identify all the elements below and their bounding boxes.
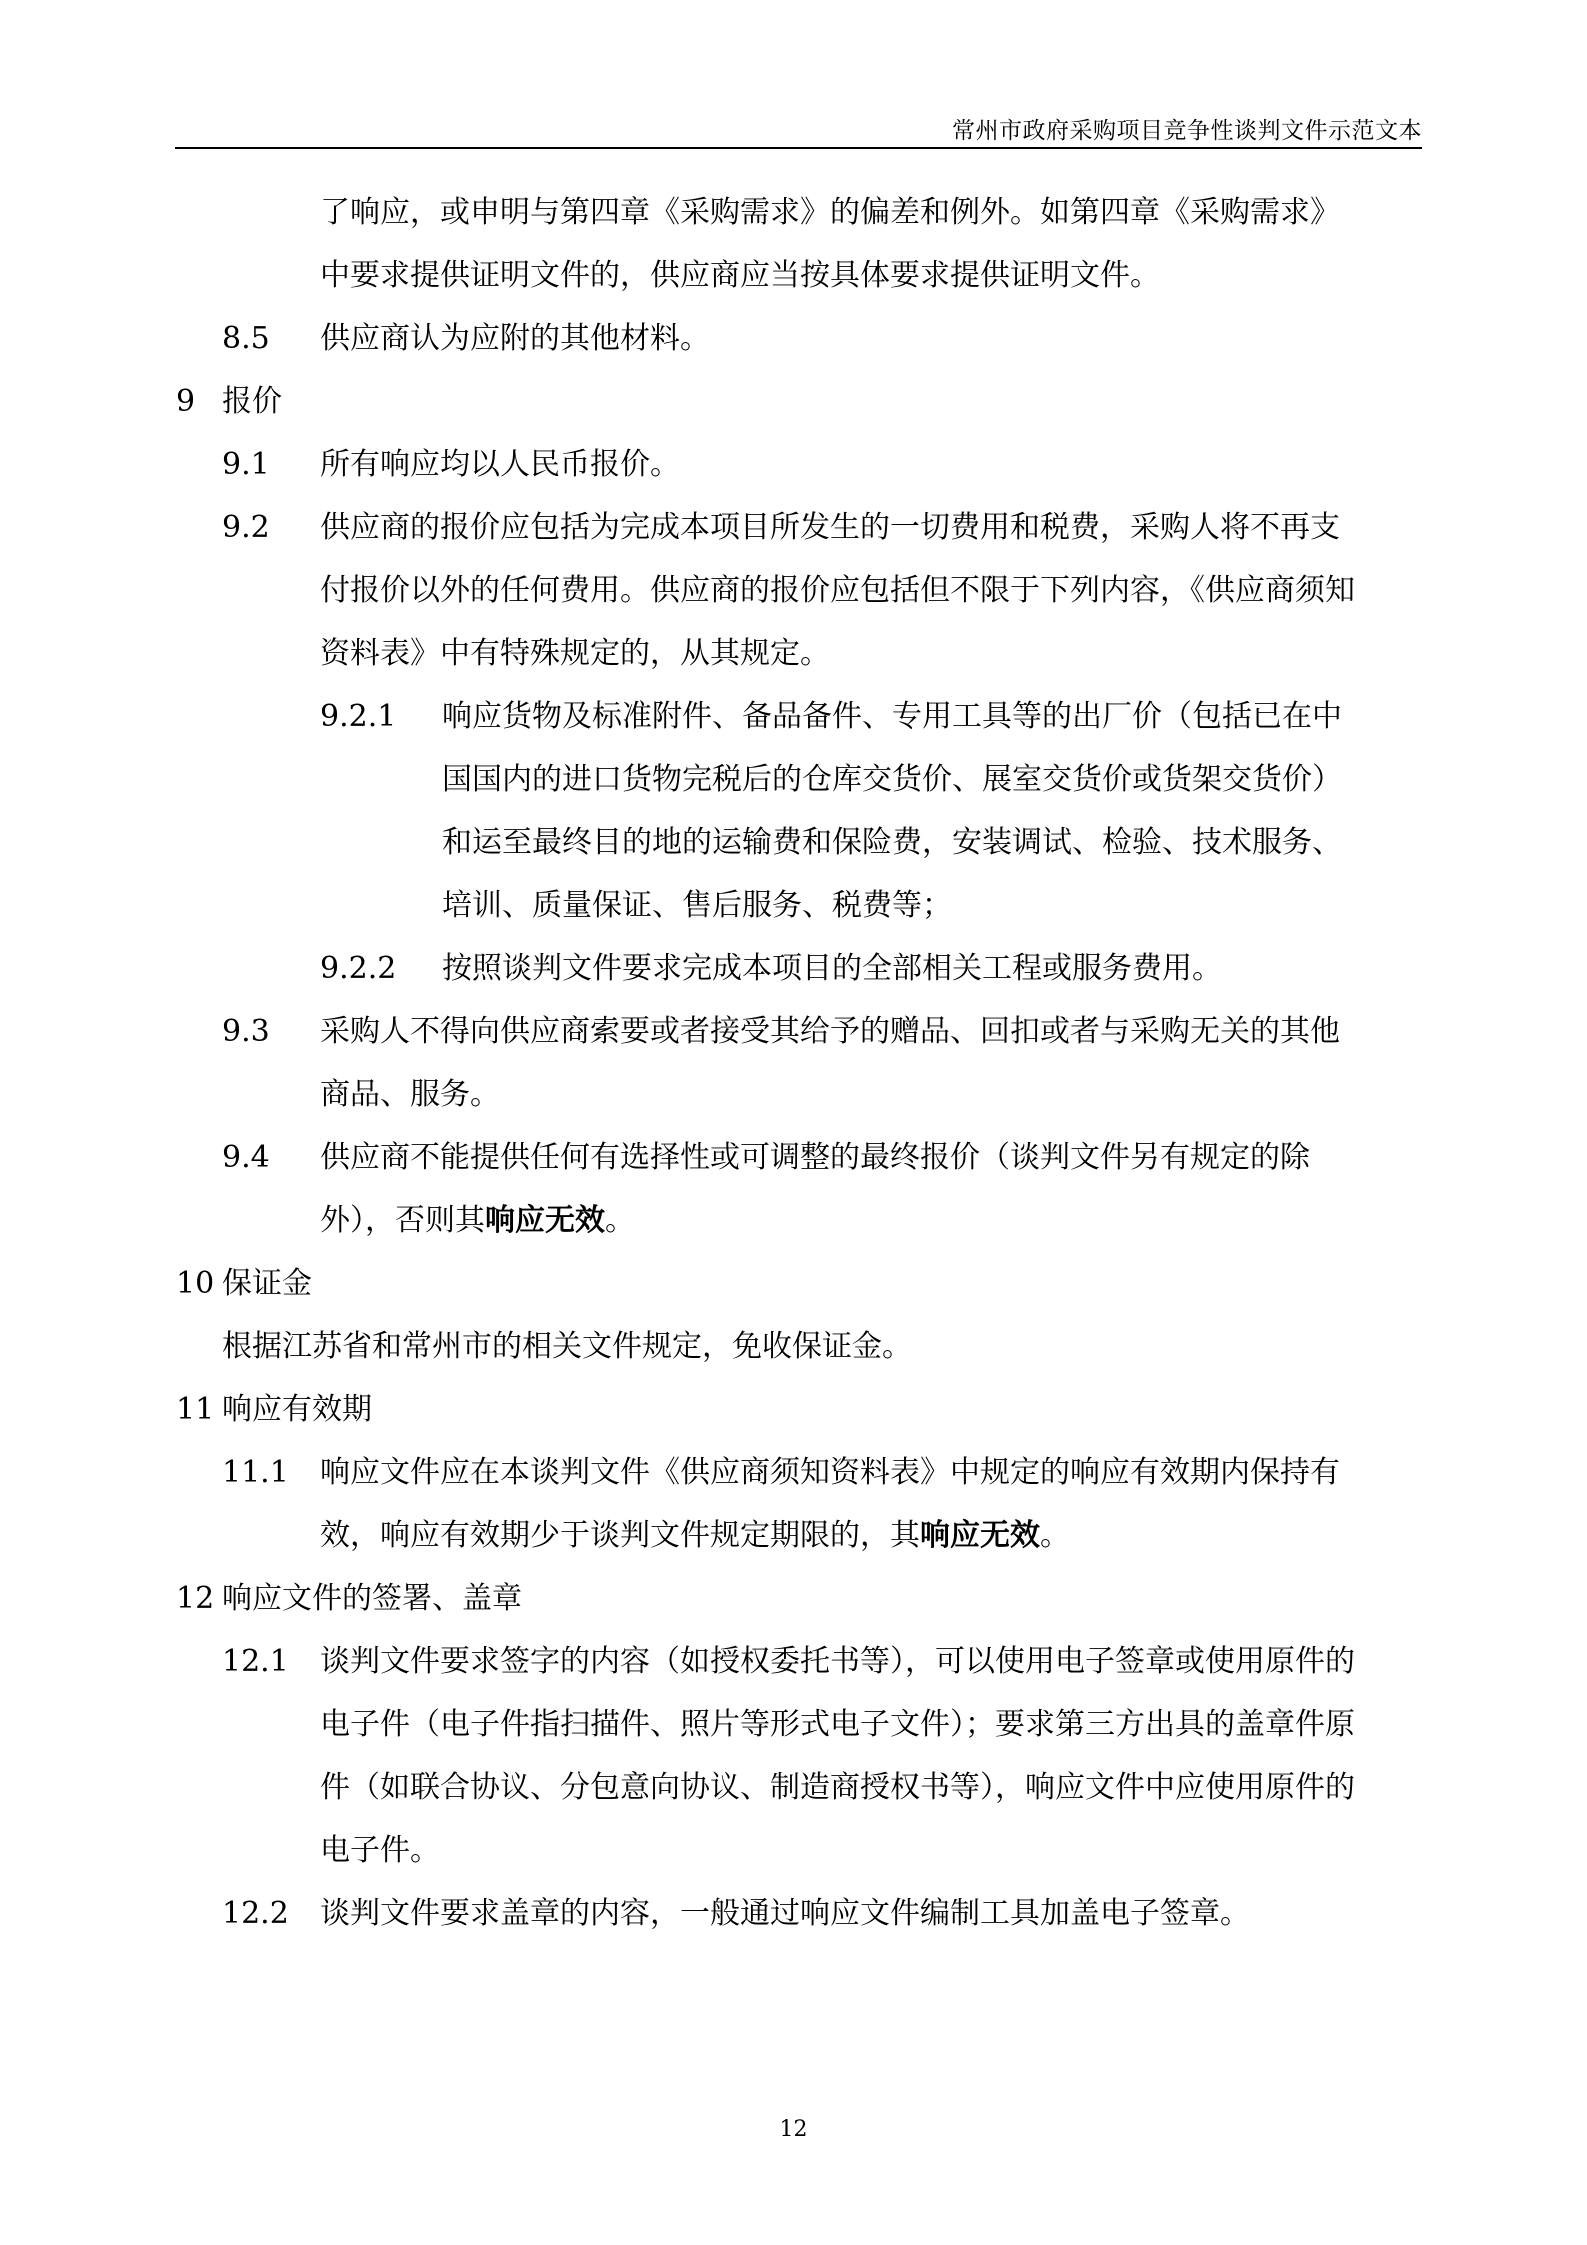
header-divider <box>175 147 1422 149</box>
text-line: 资料表》中有特殊规定的，从其规定。 <box>320 636 830 671</box>
text-line: 培训、质量保证、售后服务、税费等； <box>442 888 952 923</box>
text-line: 国国内的进口货物完税后的仓库交货价、展室交货价或货架交货价） <box>442 762 1342 797</box>
clause-number: 9.2.1 <box>320 699 397 734</box>
text-line: 供应商的报价应包括为完成本项目所发生的一切费用和税费，采购人将不再支 <box>320 510 1340 545</box>
clause-number: 9.4 <box>222 1140 270 1175</box>
page-number: 12 <box>779 2117 808 2142</box>
clause-number: 11.1 <box>222 1455 289 1490</box>
text-line: 所有响应均以人民币报价。 <box>320 447 680 482</box>
clause-number: 9.2.2 <box>320 951 397 986</box>
text-run: 效，响应有效期少于谈判文件规定期限的，其 <box>320 1518 920 1553</box>
section-number: 10 <box>176 1266 215 1301</box>
text-line: 电子件（电子件指扫描件、照片等形式电子文件）；要求第三方出具的盖章件原 <box>320 1707 1355 1742</box>
section-number: 12 <box>176 1581 215 1616</box>
section-heading: 报价 <box>222 384 282 419</box>
text-line: 商品、服务。 <box>320 1077 500 1112</box>
text-line: 供应商不能提供任何有选择性或可调整的最终报价（谈判文件另有规定的除 <box>320 1140 1310 1175</box>
clause-number: 9.3 <box>222 1014 270 1049</box>
text-line: 谈判文件要求签字的内容（如授权委托书等），可以使用电子签章或使用原件的 <box>320 1644 1355 1679</box>
bold-text: 响应无效 <box>920 1518 1040 1553</box>
text-line: 响应货物及标准附件、备品备件、专用工具等的出厂价（包括已在中 <box>442 699 1342 734</box>
text-line: 电子件。 <box>320 1833 440 1868</box>
text-line: 件（如联合协议、分包意向协议、制造商授权书等），响应文件中应使用原件的 <box>320 1770 1355 1805</box>
header-title: 常州市政府采购项目竞争性谈判文件示范文本 <box>952 118 1422 144</box>
clause-number: 12.2 <box>222 1896 289 1931</box>
section-heading: 保证金 <box>222 1266 312 1301</box>
text-line <box>320 1518 1070 1553</box>
bold-text: 响应无效 <box>485 1203 605 1238</box>
clause-number: 9.1 <box>222 447 270 482</box>
text-line: 响应文件应在本谈判文件《供应商须知资料表》中规定的响应有效期内保持有 <box>320 1455 1340 1490</box>
section-number: 9 <box>176 384 196 419</box>
section-number: 11 <box>176 1392 215 1427</box>
text-line: 谈判文件要求盖章的内容，一般通过响应文件编制工具加盖电子签章。 <box>320 1896 1250 1931</box>
section-heading: 响应有效期 <box>222 1392 372 1427</box>
text-run: 。 <box>1040 1518 1070 1553</box>
text-line: 根据江苏省和常州市的相关文件规定，免收保证金。 <box>222 1329 912 1364</box>
text-line: 采购人不得向供应商索要或者接受其给予的赠品、回扣或者与采购无关的其他 <box>320 1014 1340 1049</box>
text-line <box>320 1203 635 1238</box>
clause-number: 12.1 <box>222 1644 289 1679</box>
text-line: 了响应，或申明与第四章《采购需求》的偏差和例外。如第四章《采购需求》 <box>320 195 1340 230</box>
text-run: 外），否则其 <box>320 1203 485 1238</box>
text-line: 供应商认为应附的其他材料。 <box>320 321 710 356</box>
section-heading: 响应文件的签署、盖章 <box>222 1581 522 1616</box>
clause-number: 9.2 <box>222 510 270 545</box>
text-line: 按照谈判文件要求完成本项目的全部相关工程或服务费用。 <box>442 951 1222 986</box>
text-line: 付报价以外的任何费用。供应商的报价应包括但不限于下列内容，《供应商须知 <box>320 573 1355 608</box>
text-line: 和运至最终目的地的运输费和保险费，安装调试、检验、技术服务、 <box>442 825 1342 860</box>
clause-number: 8.5 <box>222 321 270 356</box>
text-run: 。 <box>605 1203 635 1238</box>
text-line: 中要求提供证明文件的，供应商应当按具体要求提供证明文件。 <box>320 258 1160 293</box>
